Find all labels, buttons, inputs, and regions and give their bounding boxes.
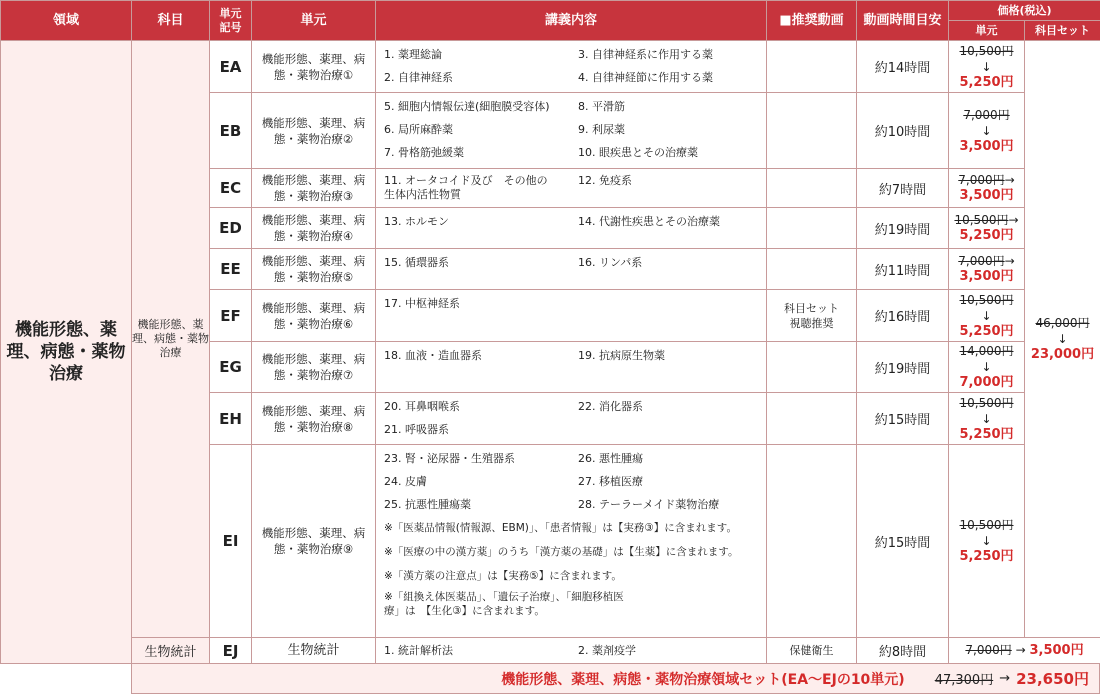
old-price: 7,000円 [958,254,1005,268]
new-price: 7,000円 [959,375,1014,390]
new-price: 5,250円 [959,549,1014,564]
video-time: 約10時間 [857,93,949,169]
lecture-item: 17. 中枢神経系 [384,296,460,310]
lecture-item: 24. 皮膚 [384,474,427,488]
lecture-list [376,41,767,93]
recommended-cell [767,249,857,290]
unit-price [949,249,1025,290]
header-domain: 領域 [1,1,132,41]
new-price: 3,500円 [1029,643,1084,658]
recommended-cell [767,41,857,93]
new-price: 5,250円 [959,323,1014,339]
set-old-price: 46,000円 [1035,316,1090,330]
unit-code: ED [210,208,252,249]
recommended-cell [767,290,857,342]
lecture-item: 5. 細胞内情報伝達(細胞膜受容体) [384,99,550,113]
video-time: 約19時間 [857,342,949,393]
old-price: 10,500円 [954,213,1009,227]
lecture-list [376,638,767,664]
header-lectures: 講義内容 [376,1,767,41]
footer-title: 機能形態、薬理、病態・薬物治療領域セット(EA〜EJの10単元) [501,671,905,688]
lecture-list [376,93,767,169]
lecture-item: 6. 局所麻酔薬 [384,122,453,136]
price-arrow: ↓ [981,360,992,374]
recommended-cell [767,169,857,208]
footer-arrow: → [999,671,1011,686]
lecture-list [376,249,767,290]
lecture-list [376,290,767,342]
unit-price [949,445,1025,638]
lecture-item: 18. 血液・造血器系 [384,348,482,362]
unit-name: 機能形態、薬理、病態・薬物治療④ [252,208,376,249]
lecture-note: ※「医療の中の漢方薬」のうち「漢方薬の基礎」は【生薬】に含まれます。 [384,546,739,558]
unit-code: EF [210,290,252,342]
unit-name: 機能形態、薬理、病態・薬物治療② [252,93,376,169]
unit-code: EC [210,169,252,208]
lecture-item: 9. 利尿薬 [578,122,625,136]
lecture-item: 2. 薬剤疫学 [578,643,636,657]
lecture-item: 2. 自律神経系 [384,70,453,84]
old-price: 10,500円 [959,518,1014,532]
new-price: 3,500円 [959,269,1014,284]
new-price: 5,250円 [959,74,1014,90]
lecture-item: 25. 抗悪性腫瘍薬 [384,497,471,511]
unit-code: EJ [210,638,252,664]
header-price-unit: 単元 [949,21,1025,41]
price-arrow: ↓ [981,123,992,138]
old-price: 10,500円 [959,292,1014,307]
header-code [210,1,252,41]
unit-code: EB [210,93,252,169]
old-price: 10,500円 [959,43,1014,58]
lecture-item: 14. 代謝性疾患とその治療薬 [578,214,720,228]
unit-name: 生物統計 [252,638,376,664]
unit-price [949,638,1100,664]
video-time: 約19時間 [857,208,949,249]
recommended-cell [767,208,857,249]
lecture-note: ※「漢方薬の注意点」は【実務⑤】に含まれます。 [384,570,622,582]
price-arrow: ↓ [981,308,992,323]
unit-code: EG [210,342,252,393]
header-subject: 科目 [132,1,210,41]
unit-code: EI [210,445,252,638]
recommended-cell [767,445,857,638]
video-time: 約8時間 [857,638,949,664]
video-time: 約15時間 [857,445,949,638]
old-price: 7,000円 [963,107,1010,122]
video-time: 約11時間 [857,249,949,290]
footer-old-price: 47,300円 [934,673,994,688]
video-time: 約14時間 [857,41,949,93]
new-price: 3,500円 [959,188,1014,203]
lecture-item: 4. 自律神経節に作用する薬 [578,70,713,84]
old-price: 14,000円 [959,344,1014,358]
lecture-list [376,445,767,638]
lecture-item: 3. 自律神経系に作用する薬 [578,47,713,61]
lecture-item: 15. 循環器系 [384,255,449,269]
unit-price [949,208,1025,249]
price-arrow: ↓ [981,411,992,426]
lecture-item: 16. リンパ系 [578,255,643,269]
video-time: 約16時間 [857,290,949,342]
lecture-list [376,169,767,208]
lecture-item: 28. テーラーメイド薬物治療 [578,497,720,511]
lecture-item: 12. 免疫系 [578,174,632,187]
lecture-list [376,208,767,249]
header-time: 動画時間目安 [857,1,949,41]
recommended-cell [767,393,857,445]
lecture-item: 22. 消化器系 [578,399,643,413]
price-arrow: → [1008,213,1019,227]
recommended-cell [767,93,857,169]
unit-price [949,342,1025,393]
lecture-item: 11. オータコイド及び その他の生体内活性物質 [384,174,548,201]
header-price: 価格(税込) [949,1,1100,21]
unit-price [949,41,1025,93]
lecture-item: 8. 平滑筋 [578,99,625,113]
set-new-price: 23,000円 [1030,347,1095,362]
table-row [1,638,1100,664]
lecture-note: ※「医薬品情報(情報源、EBM)」、「患者情報」は【実務③】に含まれます。 [384,522,737,534]
new-price: 5,250円 [959,228,1014,243]
lecture-item: 10. 眼疾患とその治療薬 [578,145,698,159]
lecture-item: 1. 薬理総論 [384,47,442,61]
unit-price [949,93,1025,169]
new-price: 3,500円 [959,138,1014,154]
old-price: 7,000円 [958,173,1005,187]
recommend-set-label: 科目セット視聴推奨 [784,301,839,330]
table-row [1,41,1100,93]
price-arrow: → [1004,254,1015,268]
unit-name: 機能形態、薬理、病態・薬物治療⑥ [252,290,376,342]
unit-name: 機能形態、薬理、病態・薬物治療① [252,41,376,93]
subject-cell: 生物統計 [132,638,210,664]
lecture-item: 1. 統計解析法 [384,643,453,657]
unit-name: 機能形態、薬理、病態・薬物治療⑦ [252,342,376,393]
lecture-list [376,393,767,445]
unit-name: 機能形態、薬理、病態・薬物治療⑤ [252,249,376,290]
recommended-cell: 保健衛生 [767,638,857,664]
set-price [1025,41,1100,638]
unit-price [949,290,1025,342]
lecture-item: 20. 耳鼻咽喉系 [384,399,460,413]
footer-new-price: 23,650円 [1016,670,1089,688]
header-recommended: ■推奨動画 [767,1,857,41]
price-arrow: ↓ [981,59,992,74]
unit-price [949,169,1025,208]
lecture-item: 26. 悪性腫瘍 [578,451,643,465]
unit-name: 機能形態、薬理、病態・薬物治療⑨ [252,445,376,638]
price-arrow: ↓ [981,534,992,548]
lecture-item: 27. 移植医療 [578,474,643,488]
header-price-set: 科目セット [1025,21,1100,41]
price-arrow: → [1015,643,1026,657]
lecture-item: 7. 骨格筋弛緩薬 [384,145,464,159]
unit-name: 機能形態、薬理、病態・薬物治療⑧ [252,393,376,445]
domain-set-footer [131,664,1100,694]
unit-code: EE [210,249,252,290]
set-price-arrow: ↓ [1057,332,1068,346]
lecture-note: ※「組換え体医薬品」、「遺伝子治療」、「細胞移植医療」は 【生化③】に含まれます。 [384,591,624,617]
domain-cell: 機能形態、薬理、病態・薬物治療 [1,41,132,664]
recommended-cell [767,342,857,393]
video-time: 約7時間 [857,169,949,208]
header-unit: 単元 [252,1,376,41]
lecture-item: 13. ホルモン [384,214,449,228]
price-arrow: → [1004,173,1015,187]
unit-price [949,393,1025,445]
unit-code: EA [210,41,252,93]
old-price: 10,500円 [959,395,1014,410]
unit-name: 機能形態、薬理、病態・薬物治療③ [252,169,376,208]
subject-cell: 機能形態、薬理、病態・薬物治療 [132,41,210,638]
new-price: 5,250円 [959,426,1014,442]
unit-code: EH [210,393,252,445]
video-time: 約15時間 [857,393,949,445]
header-code-label: 単元記号 [219,6,242,34]
lecture-item: 21. 呼吸器系 [384,422,449,436]
lecture-item: 23. 腎・泌尿器・生殖器系 [384,451,515,465]
old-price: 7,000円 [965,643,1012,657]
lecture-list [376,342,767,393]
lecture-item: 19. 抗病原生物薬 [578,348,665,362]
